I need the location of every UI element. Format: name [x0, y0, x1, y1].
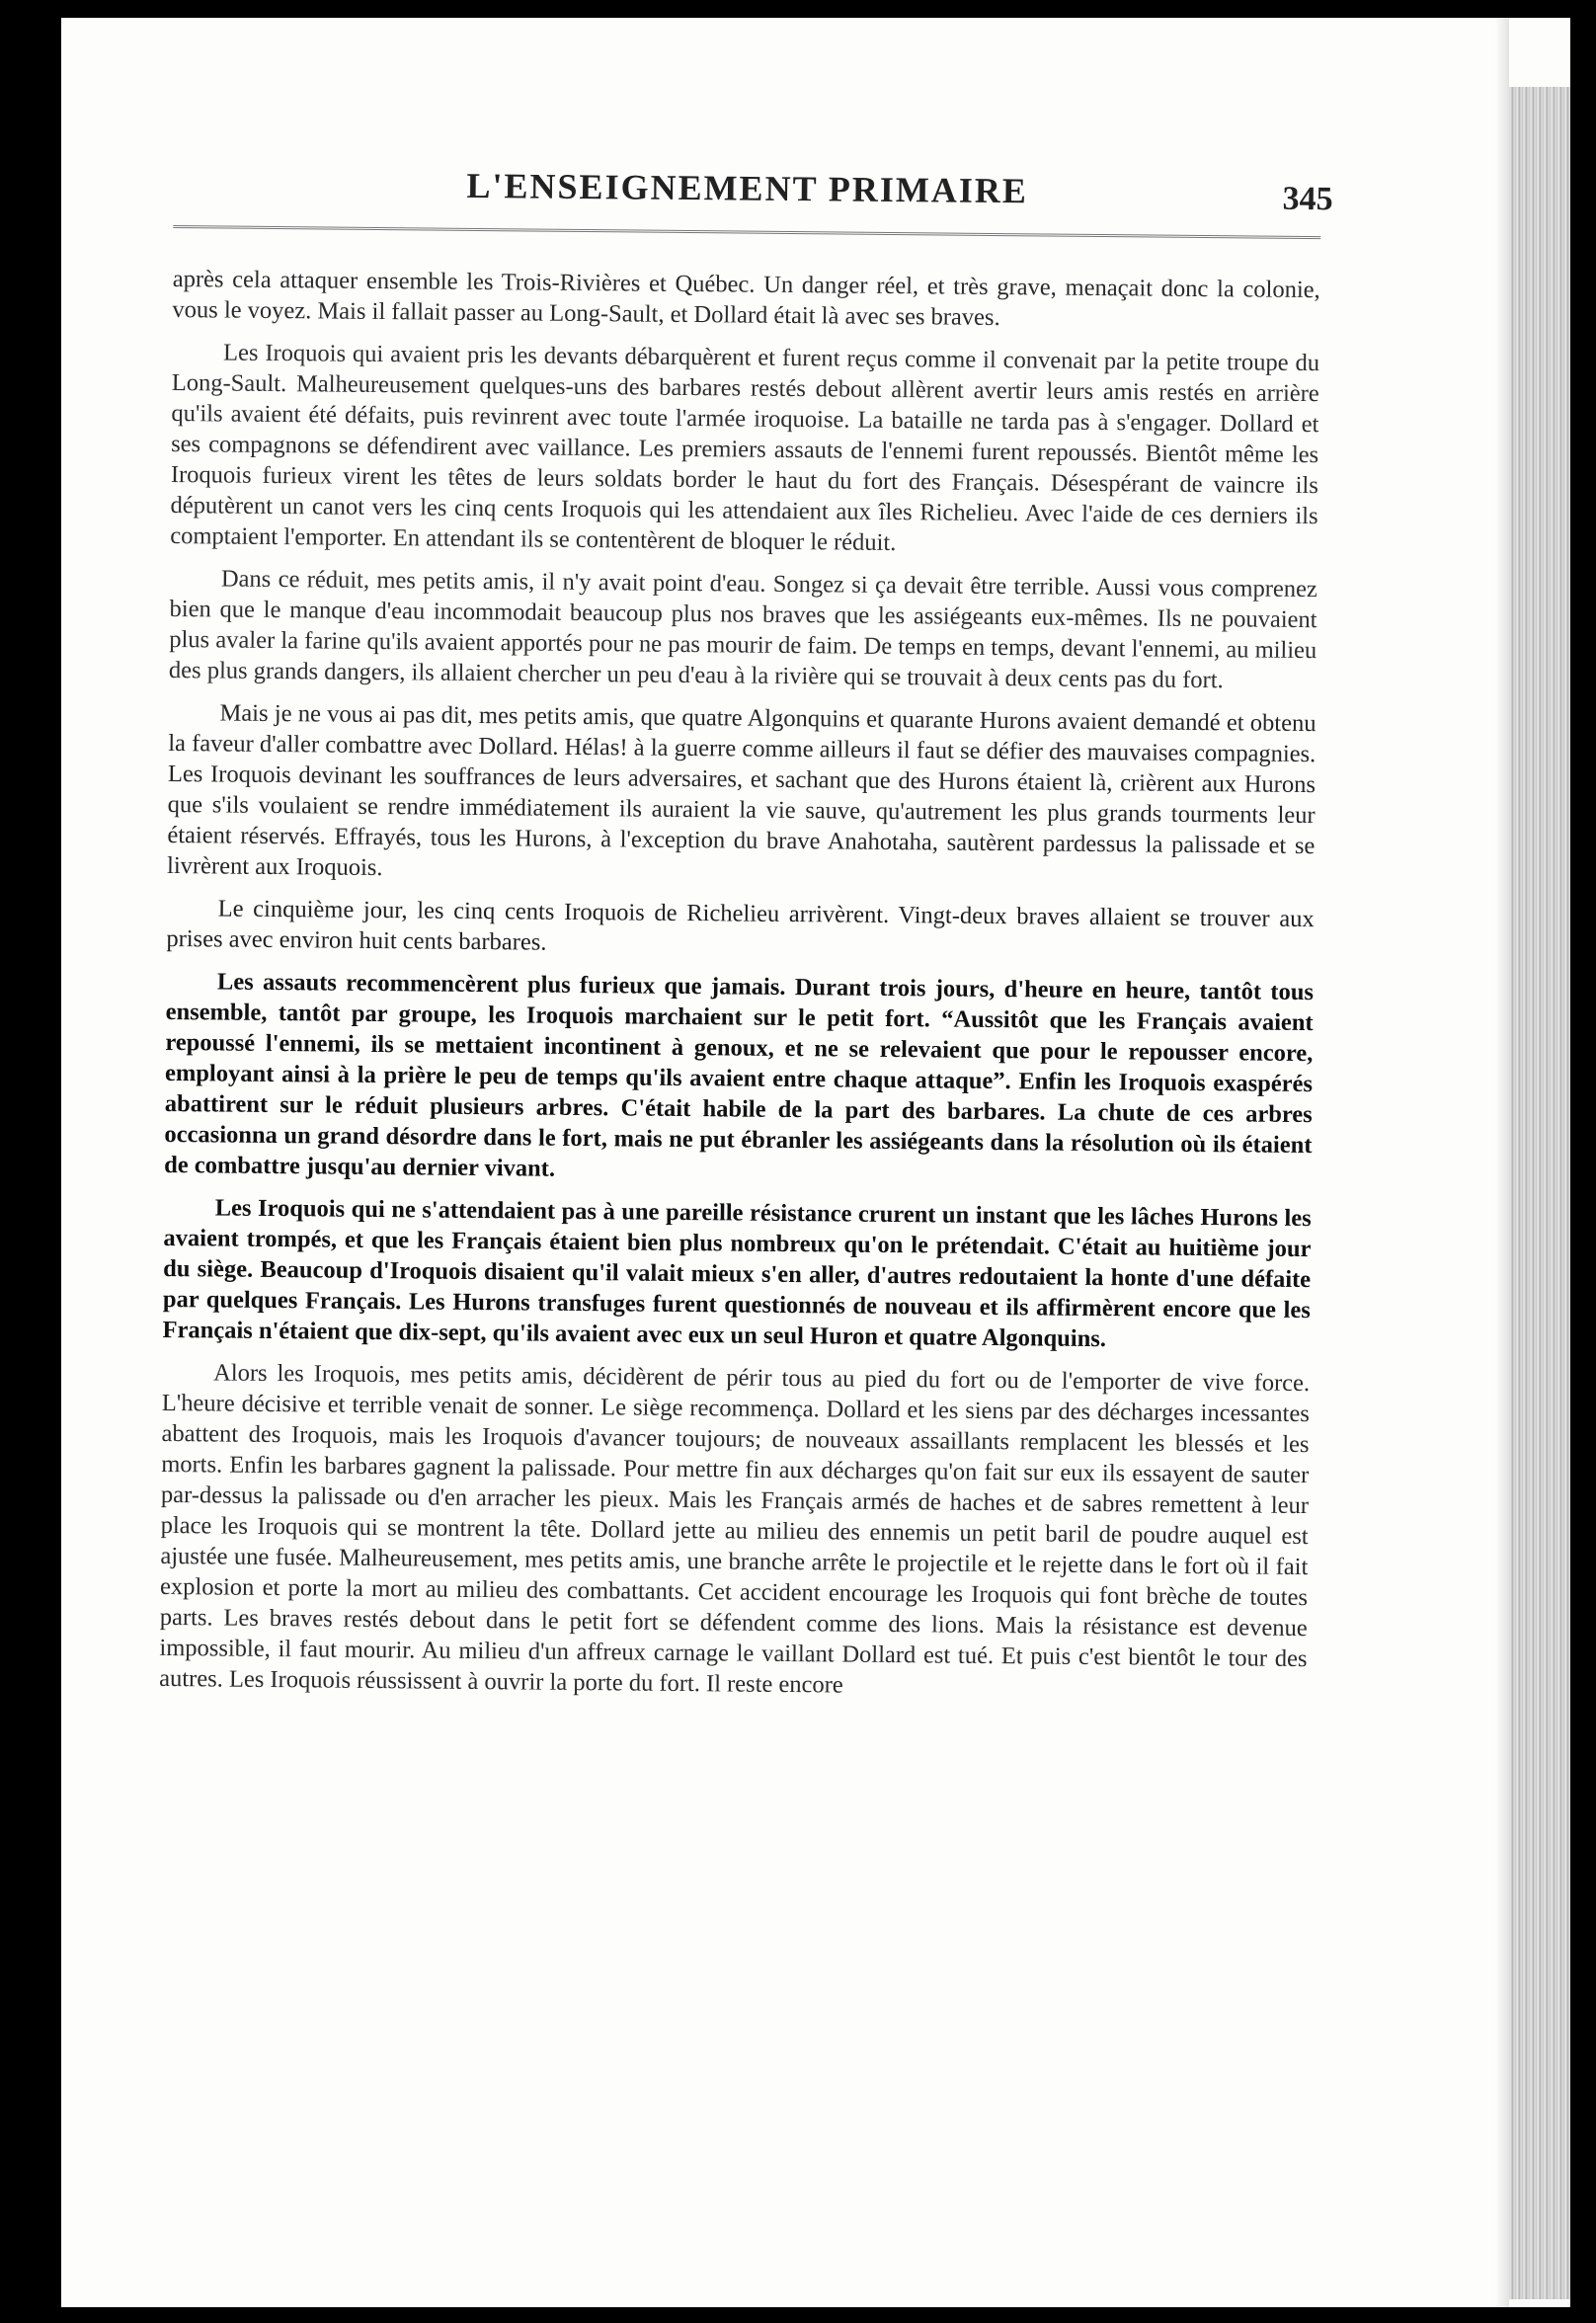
paragraph: Le cinquième jour, les cinq cents Iroquois de Richelieu arrivèrent. Vingt-deux braves allaient se trouver aux prises avec environ huit cents barbares. — [166, 895, 1315, 956]
paragraph: Les Iroquois qui ne s'attendaient pas à une pareille résistance crurent un instant que les lâches Hurons les avaient trompés, et que les Français étaient bien plus nombreux qu'on le prétendait. C'était au huitième jour du siège. Beaucoup d'Iroquois disaient qu'il valait mieux s'en aller, d'autres redoutaient la honte d'une défaite par quelques Français. Les Hurons transfuges furent questionnés de nouveau et ils affirmèrent encore que les Français n'étaient que dix-sept, qu'ils avaient avec eux un seul Huron et quatre Algonquins. — [162, 1194, 1312, 1353]
page-content — [159, 156, 1333, 1717]
paragraph: Les Iroquois qui avaient pris les devants débarquèrent et furent reçus comme il convenait par la petite troupe du Long-Sault. Malheureusement quelques-uns des barbares restés debout allèrent avertir leurs amis restés en arrière qu'ils avaient été défaits, puis revinrent avec toute l'armée iroquoise. La bataille ne tarda pas à s'engager. Dollard et ses compagnons se défendirent avec vaillance. Les premiers assauts de l'ennemi furent repoussés. Bientôt même les Iroquois furieux virent les têtes de leurs soldats border le haut du fort des Français. Désespérant de vaincre ils députèrent un canot vers les cinq cents Iroquois qui les attendaient aux îles Richelieu. Avec l'aide de ces derniers ils comptaient l'emporter. En attendant ils se contentèrent de bloquer le réduit. — [170, 339, 1320, 557]
page-edge-stack — [1509, 87, 1570, 2299]
book-page — [61, 18, 1570, 2307]
running-header — [173, 156, 1333, 239]
paragraph: Alors les Iroquois, mes petits amis, décidèrent de périr tous au pied du fort ou de l'emporter de vive force. L'heure décisive et terrible venait de sonner. Le siège recommença. Dollard et les siens par des décharges incessantes abattent des Iroquois, mais les Iroquois d'avancer toujours; de nouveaux assaillants remplacent les blessés et les morts. Enfin les barbares gagnent la palissade. Pour mettre fin aux décharges qu'on fait sur eux ils essayent de sauter par-dessus la palissade ou d'en arracher les pieux. Mais les Français armés de haches et de sabres remettent à leur place les Iroquois qui se montrent la tête. Dollard jette au milieu des ennemis un petit baril de poudre auquel est ajustée une fusée. Malheureusement, mes petits amis, une branche arrête le projectile et le rejette dans le fort où il fait explosion et porte la mort au milieu des combattants. Cet accident encourage les Iroquois qui font brèche de toutes parts. Les braves restés debout dans le petit fort se défendent comme des lions. Mais la résistance est devenue impossible, il faut mourir. Au milieu d'un affreux carnage le vaillant Dollard est tué. Et puis c'est bientôt le tour des autres. Les Iroquois réussissent à ouvrir la porte du fort. Il reste encore — [159, 1359, 1311, 1699]
paragraph: Mais je ne vous ai pas dit, mes petits amis, que quatre Algonquins et quarante Hurons avaient demandé et obtenu la faveur d'aller combattre avec Dollard. Hélas! à la guerre comme ailleurs il faut se défier des mauvaises compagnies. Les Iroquois devinant les souffrances de leurs adversaires, et sachant que des Hurons étaient là, crièrent aux Hurons que s'ils voulaient se rendre immédiatement ils auraient la vie sauve, qu'autrement les plus grands tourments leur étaient réservés. Effrayés, tous les Hurons, à l'exception du brave Anahotaha, sautèrent pardessus la palissade et se livrèrent aux Iroquois. — [166, 699, 1317, 882]
paragraph: après cela attaquer ensemble les Trois-Rivières et Québec. Un danger réel, et très grave, menaçait donc la colonie, vous le voyez. Mais il fallait passer au Long-Sault, et Dollard était là avec ses braves. — [172, 265, 1320, 332]
paragraph: Les assauts recommencèrent plus furieux que jamais. Durant trois jours, d'heure en heure, tantôt tous ensemble, tantôt par groupe, les Iroquois marchaient sur le petit fort. “Aussitôt que les Français avaient repoussé l'ennemi, ils se mettaient incontinent à genoux, et ne se relevaient que pour le repousser encore, employant ainsi à la prière le peu de temps qu'ils avaient entre chaque attaque”. Enfin les Iroquois exaspérés abattirent sur le réduit plusieurs arbres. C'était habile de la part des barbares. La chute de ces arbres occasionna un grand désordre dans le fort, mais ne put ébranler les assiégeants dans la résolution où ils étaient de combattre jusqu'au dernier vivant. — [164, 968, 1315, 1182]
page-fold-shadow — [1495, 18, 1509, 2307]
running-title: L'ENSEIGNEMENT PRIMAIRE — [466, 165, 1029, 211]
page-number: 345 — [1282, 180, 1333, 218]
paragraph: Dans ce réduit, mes petits amis, il n'y avait point d'eau. Songez si ça devait être terrible. Aussi vous comprenez bien que le manque d'eau incommodait beaucoup plus nos braves que les assiégeants eux-mêmes. Ils ne pouvaient plus avaler la farine qu'ils avaient apportés pour ne pas mourir de faim. De temps en temps, devant l'ennemi, au milieu des plus grands dangers, ils allaient chercher un peu d'eau à la rivière qui se trouvait à deux cents pas du fort. — [168, 565, 1317, 694]
